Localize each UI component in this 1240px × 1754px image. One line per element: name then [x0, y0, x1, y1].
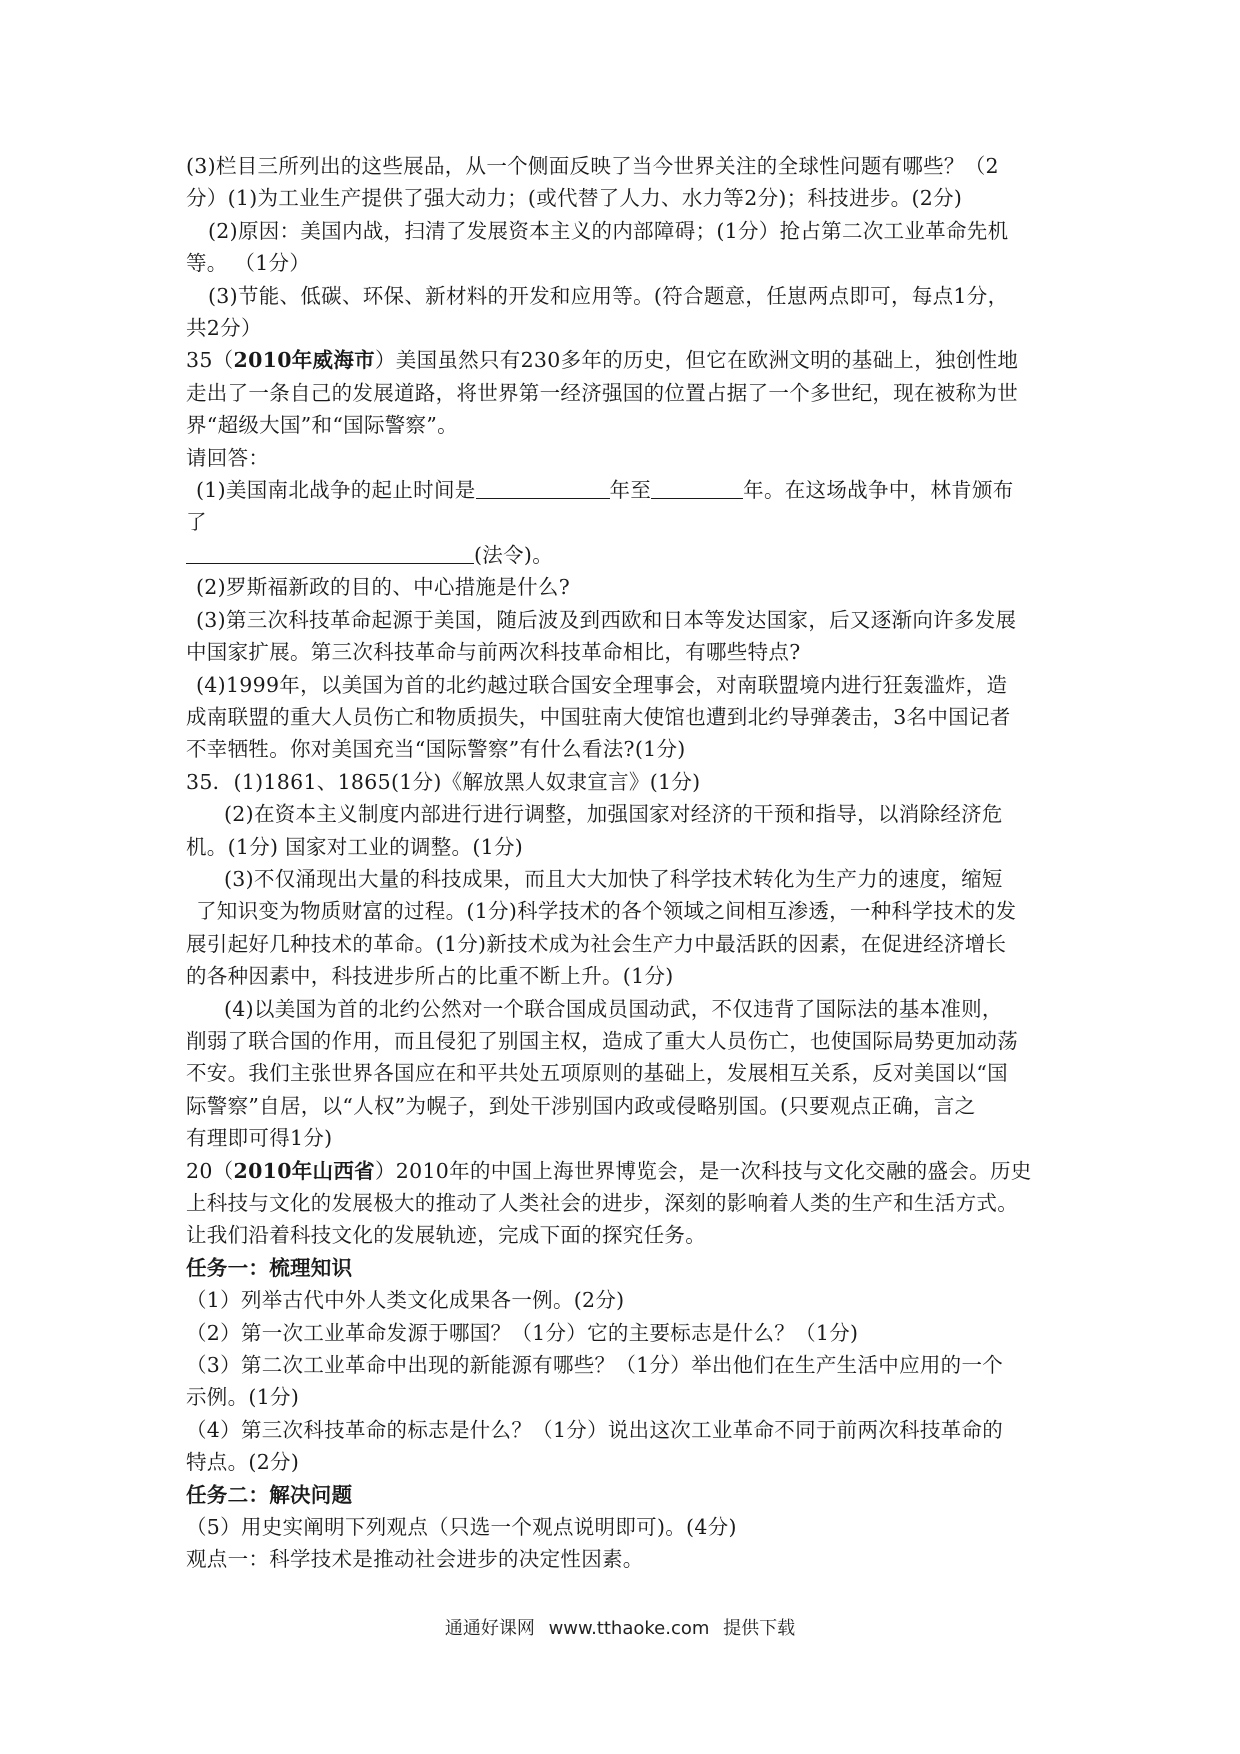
question-source: 2010年威海市	[233, 348, 375, 373]
text-line: 了知识变为物质财富的过程。(1分)科学技术的各个领域之间相互渗透，一种科学技术的发	[196, 899, 1017, 924]
footer-note: 提供下载	[723, 1618, 796, 1639]
text-line: (3)栏目三所列出的这些展品，从一个侧面反映了当今世界关注的全球性问题有哪些？（2	[186, 154, 999, 178]
text-line: 展引起好几种技术的革命。(1分)新技术成为社会生产力中最活跃的因素，在促进经济增长	[186, 931, 1007, 956]
task-heading: 任务一：梳理知识	[186, 1255, 353, 1280]
question-20-heading	[186, 1155, 1060, 1187]
question-text: ）美国虽然只有230多年的历史，但它在欧洲文明的基础上，独创性地	[374, 348, 1019, 373]
text-line: 让我们沿着科技文化的发展轨迹，完成下面的探究任务。	[186, 1223, 706, 1248]
text-line: （4）第三次科技革命的标志是什么？（1分）说出这次工业革命不同于前两次科技革命的	[186, 1417, 1004, 1442]
question-text: 年。在这场战争中，林肯颁布	[743, 478, 1014, 503]
question-text: 年至	[609, 478, 652, 503]
text-line: (4)1999年，以美国为首的北约越过联合国安全理事会，对南联盟境内进行狂轰滥炸，造	[196, 672, 1008, 697]
question-number: 35（	[186, 348, 234, 373]
text-line: 上科技与文化的发展极大的推动了人类社会的进步，深刻的影响着人类的生产和生活方式。	[186, 1191, 1018, 1215]
text-line: （2）第一次工业革命发源于哪国？（1分）它的主要标志是什么？（1分)	[186, 1320, 859, 1345]
text-line: (3)第三次科技革命起源于美国，随后波及到西欧和日本等发达国家，后又逐渐向许多发展	[196, 607, 1017, 632]
question-35-1	[186, 474, 1060, 506]
answer-blank	[476, 476, 610, 499]
text-line: 观点一：科学技术是推动社会进步的决定性因素。	[186, 1547, 644, 1572]
text-line: (2)原因：美国内战，扫清了发展资本主义的内部障碍；(1分）抢占第二次工业革命先机	[208, 218, 1009, 243]
text-line: (4)以美国为首的北约公然对一个联合国成员国动武，不仅违背了国际法的基本准则，	[224, 996, 1003, 1021]
answer-blank	[186, 541, 474, 564]
question-number: 20（	[186, 1158, 234, 1183]
text-line: 的各种因素中，科技进步所占的比重不断上升。(1分)	[186, 964, 674, 989]
text-line: (3)不仅涌现出大量的科技成果，而且大大加快了科学技术转化为生产力的速度，缩短	[224, 866, 1003, 891]
text-line: 等。 （1分）	[186, 251, 311, 276]
text-line: （1）列举古代中外人类文化成果各一例。(2分)	[186, 1288, 625, 1313]
page-content	[186, 150, 1060, 1576]
text-line: 请回答：	[186, 445, 270, 470]
text-line: 示例。(1分)	[186, 1385, 300, 1410]
question-source: 2010年山西省	[233, 1158, 375, 1183]
task-heading: 任务二：解决问题	[186, 1482, 353, 1507]
footer-site-name: 通通好课网	[444, 1618, 535, 1639]
text-line: 界“超级大国”和“国际警察”。	[186, 413, 458, 438]
text-line: 了	[186, 510, 207, 535]
text-line: 特点。(2分)	[186, 1450, 300, 1475]
text-line: 不幸牺牲。你对美国充当“国际警察”有什么看法?(1分)	[186, 737, 686, 762]
text-line: 削弱了联合国的作用，而且侵犯了别国主权，造成了重大人员伤亡，也使国际局势更加动荡	[186, 1028, 1018, 1053]
text-line: （5）用史实阐明下列观点（只选一个观点说明即可)。(4分)	[186, 1515, 737, 1540]
text-line: 走出了一条自己的发展道路，将世界第一经济强国的位置占据了一个多世纪，现在被称为世	[186, 380, 1018, 405]
answer-blank	[651, 476, 743, 499]
text-line: （3）第二次工业革命中出现的新能源有哪些？（1分）举出他们在生产生活中应用的一个	[186, 1353, 1004, 1378]
question-text: (法令)。	[474, 542, 553, 567]
footer-url[interactable]: www.tthaoke.com	[548, 1618, 710, 1639]
text-line: 中国家扩展。第三次科技革命与前两次科技革命相比，有哪些特点?	[186, 640, 801, 665]
text-line: 际警察”自居，以“人权”为幌子，到处干涉别国内政或侵略别国。(只要观点正确，言之	[186, 1093, 976, 1118]
page-footer	[0, 1614, 1240, 1640]
text-line: 不安。我们主张世界各国应在和平共处五项原则的基础上，发展相互关系，反对美国以“国	[186, 1061, 1008, 1086]
text-line: 成南联盟的重大人员伤亡和物质损失，中国驻南大使馆也遭到北约导弹袭击，3名中国记者	[186, 704, 1011, 729]
question-35-1-law	[186, 539, 1060, 571]
question-35-heading	[186, 344, 1060, 376]
question-text: ）2010年的中国上海世界博览会，是一次科技与文化交融的盛会。历史	[374, 1158, 1032, 1183]
text-line: (3)节能、低碳、环保、新材料的开发和应用等。(符合题意，任崽两点即可，每点1分，	[208, 283, 1009, 308]
text-line: 分）(1)为工业生产提供了强大动力；(或代替了人力、水力等2分)；科技进步。(2分)	[186, 186, 963, 211]
question-text: (1)美国南北战争的起止时间是	[196, 478, 476, 503]
text-line: 有理即可得1分)	[186, 1126, 333, 1151]
answer-35-1: 35．(1)1861、1865(1分)《解放黑人奴隶宣言》(1分)	[186, 769, 701, 794]
text-line: 共2分）	[186, 316, 262, 341]
text-line: (2)罗斯福新政的目的、中心措施是什么?	[196, 575, 571, 600]
text-line: 机。(1分) 国家对工业的调整。(1分)	[186, 834, 524, 859]
text-line: (2)在资本主义制度内部进行进行调整，加强国家对经济的干预和指导，以消除经济危	[224, 802, 1003, 827]
